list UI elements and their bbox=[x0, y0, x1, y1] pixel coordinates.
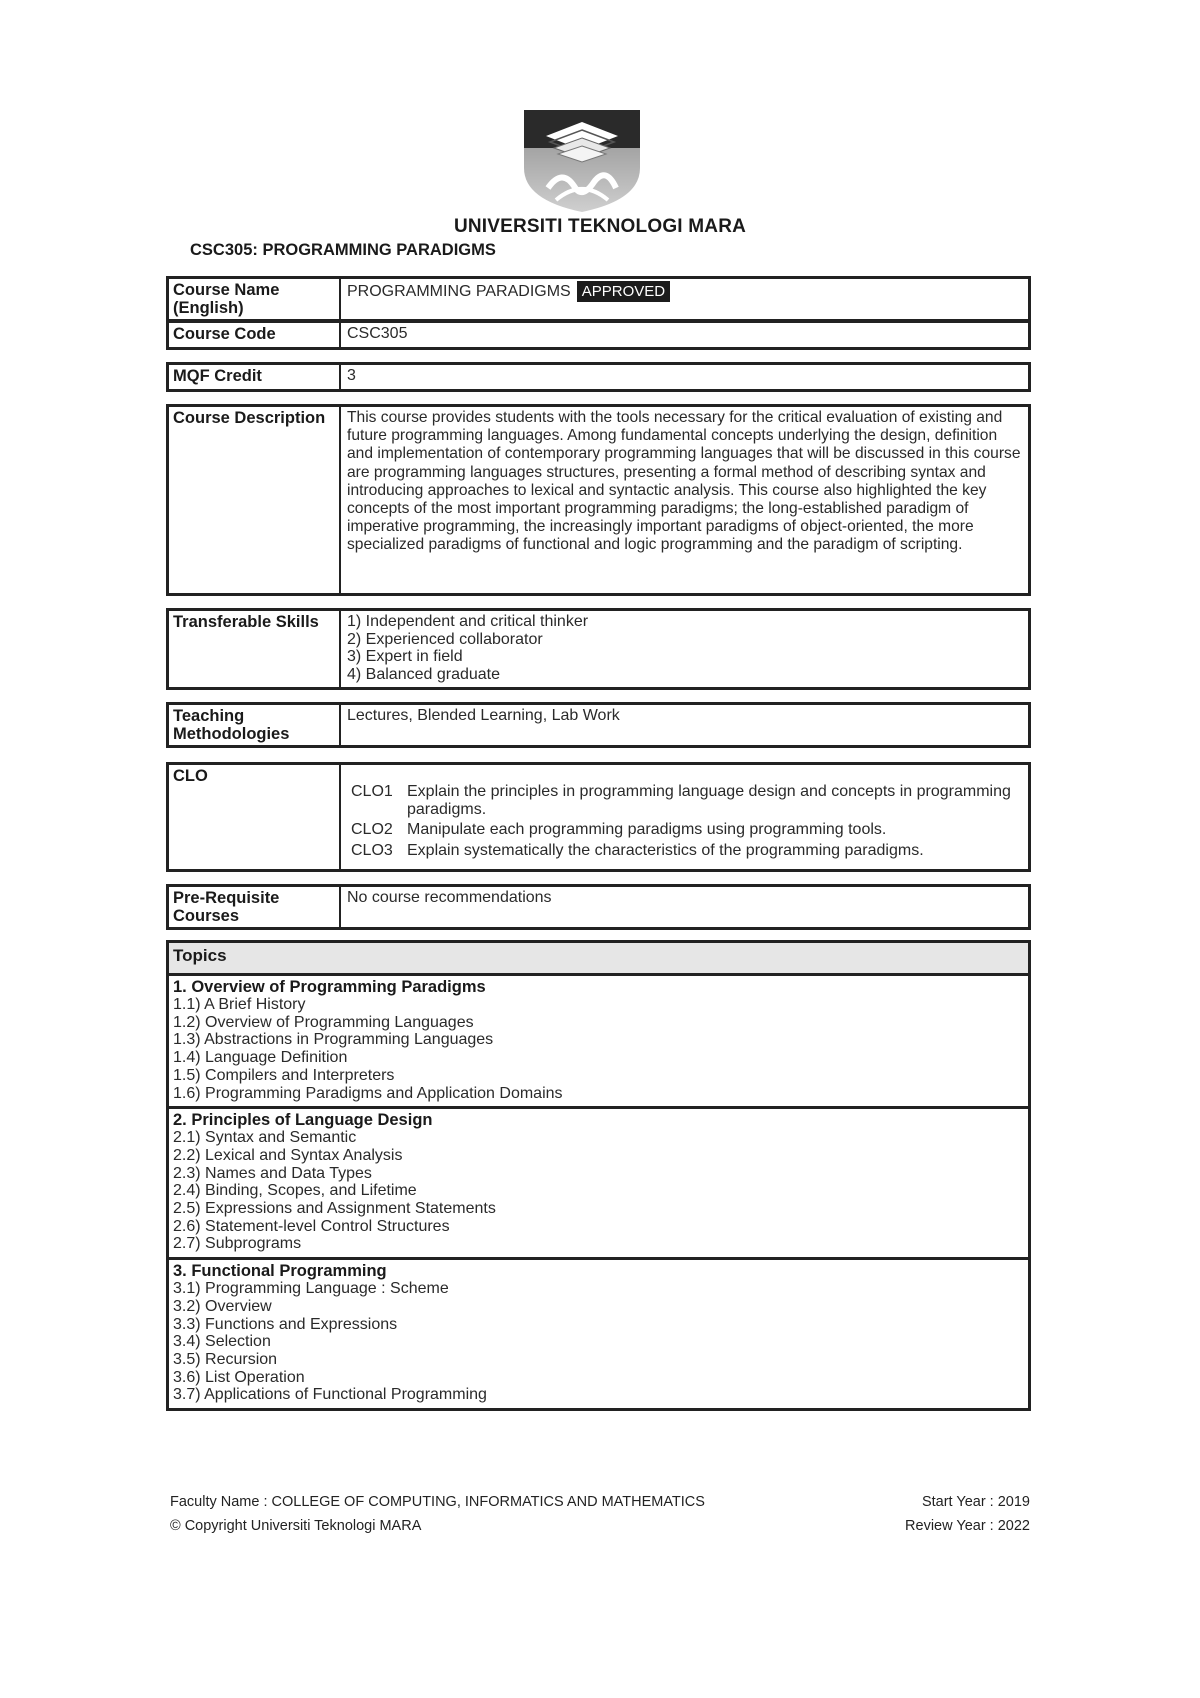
clo-item bbox=[347, 842, 1022, 860]
footer-line-1 bbox=[170, 1494, 1030, 1510]
course-code-row bbox=[166, 320, 1031, 350]
clo-item bbox=[347, 783, 1022, 818]
clo-text: Explain the principles in programming language design and concepts in programming paradigms. bbox=[407, 783, 1011, 818]
transferable-skills-row bbox=[166, 608, 1031, 690]
topic-item: 3.6) List Operation bbox=[173, 1368, 305, 1386]
clo-row bbox=[166, 762, 1031, 872]
topic-item: 2.5) Expressions and Assignment Statements bbox=[173, 1200, 496, 1218]
topic-title: 1. Overview of Programming Paradigms bbox=[173, 978, 486, 996]
course-title: CSC305: PROGRAMMING PARADIGMS bbox=[190, 241, 496, 259]
topic-item: 2.1) Syntax and Semantic bbox=[173, 1129, 357, 1147]
university-name: UNIVERSITI TEKNOLOGI MARA bbox=[453, 216, 747, 237]
review-year: Review Year : 2022 bbox=[905, 1518, 1030, 1534]
topics-heading: Topics bbox=[169, 943, 1028, 976]
topic-item: 2.6) Statement-level Control Structures bbox=[173, 1217, 450, 1235]
mqf-credit-value: 3 bbox=[347, 367, 356, 384]
topic-item: 3.3) Functions and Expressions bbox=[173, 1315, 398, 1333]
topic-item: 1.6) Programming Paradigms and Application Domains bbox=[173, 1084, 563, 1102]
topic-item: 3.2) Overview bbox=[173, 1297, 272, 1315]
topic-section bbox=[169, 1106, 1028, 1257]
topic-item: 3.5) Recursion bbox=[173, 1350, 278, 1368]
mqf-credit-label: MQF Credit bbox=[169, 365, 341, 389]
start-year: Start Year : 2019 bbox=[921, 1494, 1030, 1510]
prerequisite-label: Pre-Requisite Courses bbox=[169, 887, 341, 927]
topic-section bbox=[169, 1257, 1028, 1408]
university-logo bbox=[522, 108, 642, 214]
prerequisite-row bbox=[166, 884, 1031, 930]
topic-item: 2.2) Lexical and Syntax Analysis bbox=[173, 1146, 403, 1164]
footer-line-2 bbox=[170, 1518, 1030, 1534]
topic-item: 3.1) Programming Language : Scheme bbox=[173, 1280, 449, 1298]
clo-label: CLO bbox=[169, 765, 341, 869]
topic-item: 1.3) Abstractions in Programming Languages bbox=[173, 1031, 494, 1049]
prerequisite-value: No course recommendations bbox=[347, 889, 552, 906]
clo-item bbox=[347, 821, 1022, 839]
teaching-methodologies-label: Teaching Methodologies bbox=[169, 705, 341, 745]
topic-item: 2.4) Binding, Scopes, and Lifetime bbox=[173, 1182, 417, 1200]
course-code-label: Course Code bbox=[169, 323, 341, 347]
topic-item: 3.7) Applications of Functional Programming bbox=[173, 1386, 487, 1404]
copyright: © Copyright Universiti Teknologi MARA bbox=[170, 1518, 422, 1534]
mqf-credit-row bbox=[166, 362, 1031, 392]
skill-item: 2) Experienced collaborator bbox=[347, 630, 543, 648]
topic-item: 1.1) A Brief History bbox=[173, 996, 306, 1013]
topic-section bbox=[169, 976, 1028, 1106]
topic-title: 2. Principles of Language Design bbox=[173, 1111, 433, 1130]
course-name-row bbox=[166, 276, 1031, 322]
approved-badge: APPROVED bbox=[577, 281, 670, 302]
faculty-name: Faculty Name : COLLEGE OF COMPUTING, INFORMATICS AND MATHEMATICS bbox=[170, 1494, 705, 1510]
course-name-value: PROGRAMMING PARADIGMS bbox=[347, 283, 571, 300]
topic-item: 1.5) Compilers and Interpreters bbox=[173, 1066, 395, 1084]
topic-item: 2.7) Subprograms bbox=[173, 1235, 302, 1253]
topic-item: 1.2) Overview of Programming Languages bbox=[173, 1013, 474, 1031]
course-description-value: This course provides students with the tools necessary for the critical evaluation of existing and future programming languages. Among fundamental concepts underlying the design, definition and implementation of contemporary programming languages that will be discussed in this course are programming languages structures, presenting a formal method of describing syntax and introducing approaches to lexical and syntactic analysis. This course also highlighted the key concepts of the most important programming paradigms; the long-established paradigm of imperative programming, the increasingly important paradigms of object-oriented, the more specialized paradigms of functional and logic programming and the paradigm of scripting. bbox=[347, 409, 1021, 554]
clo-list bbox=[341, 765, 1028, 869]
course-code-value: CSC305 bbox=[347, 325, 408, 342]
topic-item: 1.4) Language Definition bbox=[173, 1049, 348, 1067]
topic-item: 3.4) Selection bbox=[173, 1333, 271, 1351]
skill-item: 4) Balanced graduate bbox=[347, 665, 500, 683]
skill-item: 1) Independent and critical thinker bbox=[347, 613, 589, 630]
transferable-skills-list bbox=[341, 611, 1028, 687]
clo-code: CLO3 bbox=[351, 841, 393, 859]
transferable-skills-label: Transferable Skills bbox=[169, 611, 341, 687]
teaching-methodologies-row bbox=[166, 702, 1031, 748]
clo-text: Explain systematically the characteristics of the programming paradigms. bbox=[407, 841, 924, 859]
skill-item: 3) Expert in field bbox=[347, 648, 463, 666]
topics-table bbox=[166, 940, 1031, 1411]
course-name-value-cell bbox=[341, 279, 1028, 319]
topic-title: 3. Functional Programming bbox=[173, 1262, 387, 1281]
clo-text: Manipulate each programming paradigms using programming tools. bbox=[407, 821, 887, 839]
course-description-row bbox=[166, 404, 1031, 596]
teaching-methodologies-value: Lectures, Blended Learning, Lab Work bbox=[347, 707, 620, 724]
clo-code: CLO1 bbox=[351, 783, 393, 800]
topic-item: 2.3) Names and Data Types bbox=[173, 1164, 372, 1182]
course-description-label: Course Description bbox=[169, 407, 341, 593]
course-name-label: Course Name (English) bbox=[169, 279, 341, 319]
clo-code: CLO2 bbox=[351, 821, 393, 839]
